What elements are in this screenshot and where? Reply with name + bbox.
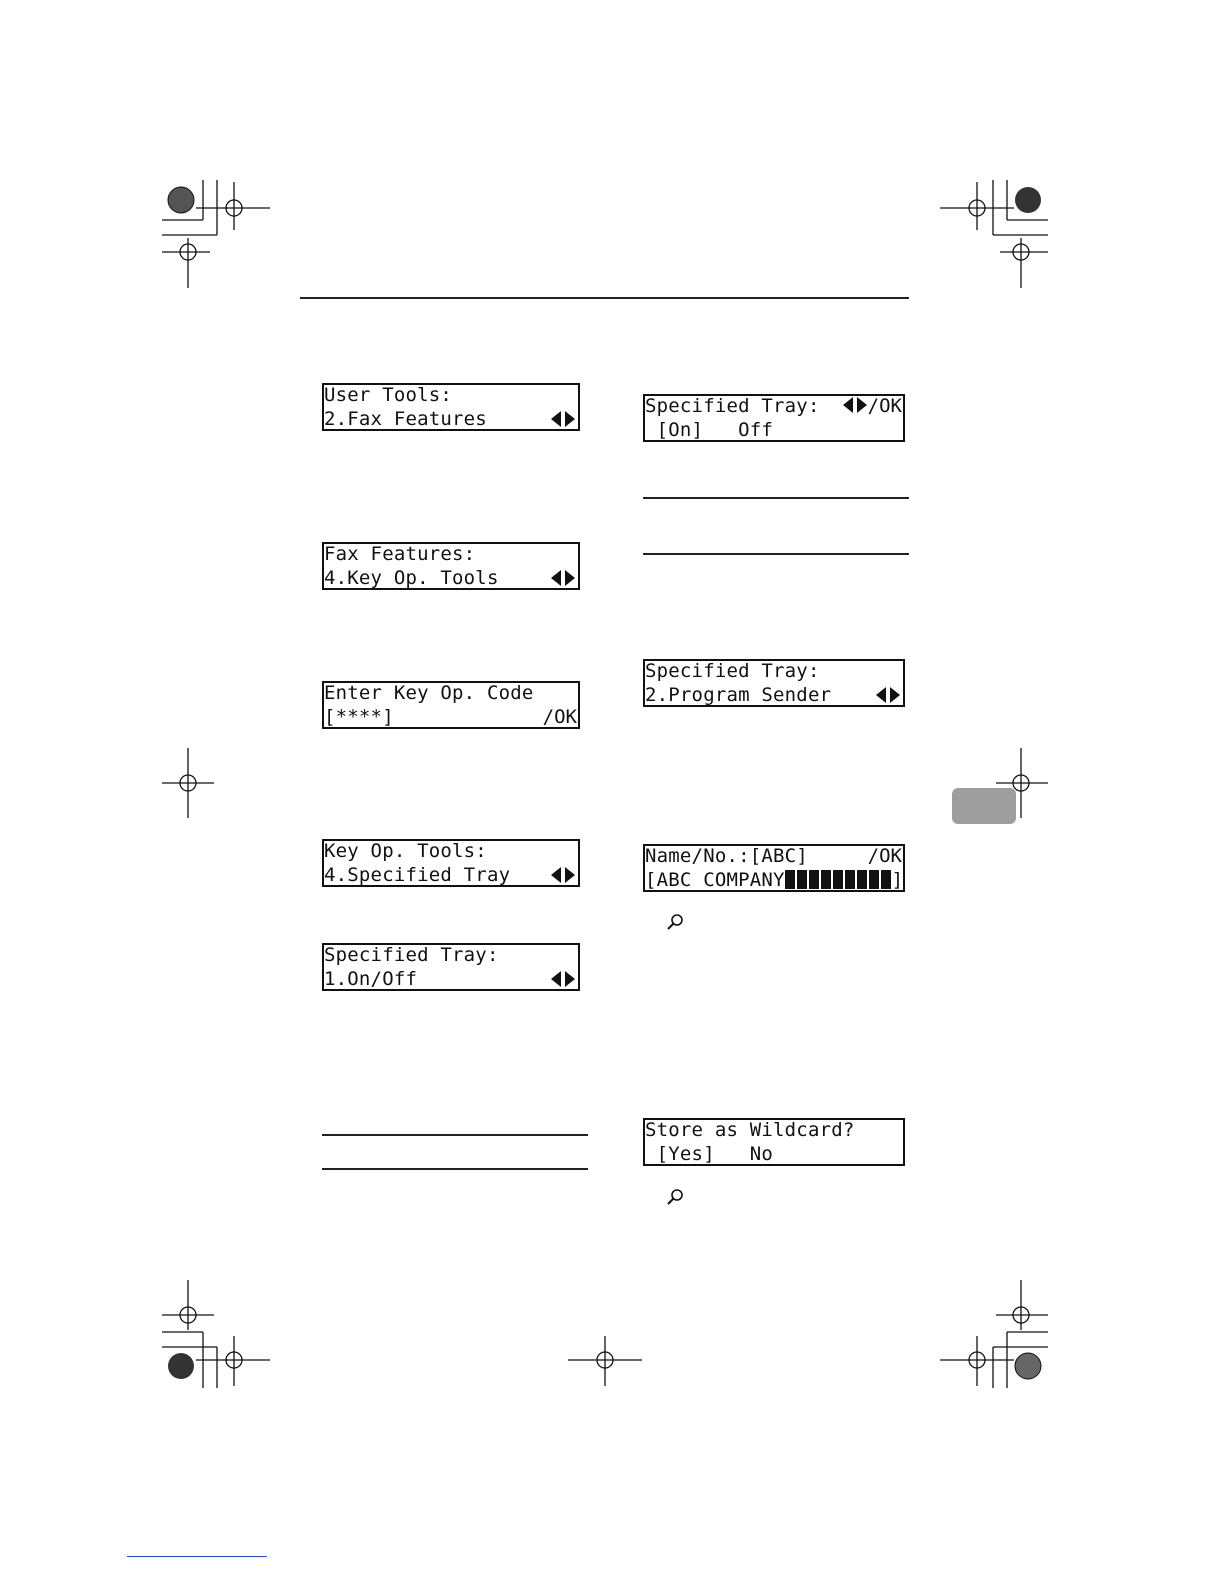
- name-entry-text: [ABC COMPANY: [645, 869, 785, 891]
- left-right-arrows-icon: [550, 569, 576, 587]
- left-right-arrows-icon: [875, 686, 901, 704]
- lcd-user-tools: [322, 383, 580, 431]
- footer-link-underline[interactable]: [127, 1556, 267, 1557]
- lcd-specified-tray-onoff: [643, 394, 905, 442]
- left-right-arrows-icon: [550, 410, 576, 428]
- lcd-line-2: 4.Key Op. Tools: [324, 567, 499, 589]
- lcd-line-2: 2.Program Sender: [645, 684, 832, 706]
- magnifier-icon: [666, 913, 684, 931]
- lcd-line-2: [645, 868, 903, 892]
- lcd-line-1: Fax Features:: [324, 543, 476, 565]
- lcd-line-2: [On] Off: [645, 419, 774, 441]
- magnifier-icon: [666, 1188, 684, 1206]
- lcd-line-1: Specified Tray:: [645, 660, 820, 682]
- lcd-line-2: 2.Fax Features: [324, 408, 487, 430]
- lcd-ok-hint: /OK: [867, 845, 902, 867]
- chapter-thumb-tab: [952, 788, 1016, 824]
- note-rule-bottom: [322, 1168, 588, 1170]
- lcd-fax-features: [322, 542, 580, 590]
- note-rule-top: [643, 497, 909, 499]
- lcd-line-1: Key Op. Tools:: [324, 840, 487, 862]
- blank-cells: [785, 870, 892, 889]
- note-rule-bottom: [643, 553, 909, 555]
- lcd-specified-tray-menu: [322, 943, 580, 991]
- lcd-key-op-tools: [322, 839, 580, 887]
- closing-bracket: ]: [891, 869, 904, 891]
- note-rule-top: [322, 1134, 588, 1136]
- lcd-line-1: Store as Wildcard?: [645, 1119, 855, 1141]
- lcd-line-1: Name/No.:[ABC]: [645, 845, 808, 867]
- left-right-arrows-icon: [842, 396, 868, 414]
- lcd-ok-hint: [842, 394, 902, 418]
- lcd-code-field: [****]: [324, 706, 394, 728]
- left-right-arrows-icon: [550, 970, 576, 988]
- lcd-ok-hint: /OK: [542, 706, 577, 728]
- lcd-line-1: Enter Key Op. Code: [324, 682, 534, 704]
- lcd-line-1: Specified Tray:: [645, 395, 820, 417]
- lcd-specified-tray-program: [643, 659, 905, 707]
- lcd-store-as-wildcard: [643, 1118, 905, 1166]
- ok-label: /OK: [867, 395, 902, 417]
- lcd-line-2: 4.Specified Tray: [324, 864, 511, 886]
- lcd-line-1: User Tools:: [324, 384, 453, 406]
- header-rule: [300, 297, 909, 299]
- left-right-arrows-icon: [550, 866, 576, 884]
- lcd-line-2: [Yes] No: [645, 1143, 774, 1165]
- lcd-line-1: Specified Tray:: [324, 944, 499, 966]
- lcd-line-2: 1.On/Off: [324, 968, 418, 990]
- lcd-enter-key-op-code: [322, 681, 580, 729]
- lcd-name-no: [643, 844, 905, 892]
